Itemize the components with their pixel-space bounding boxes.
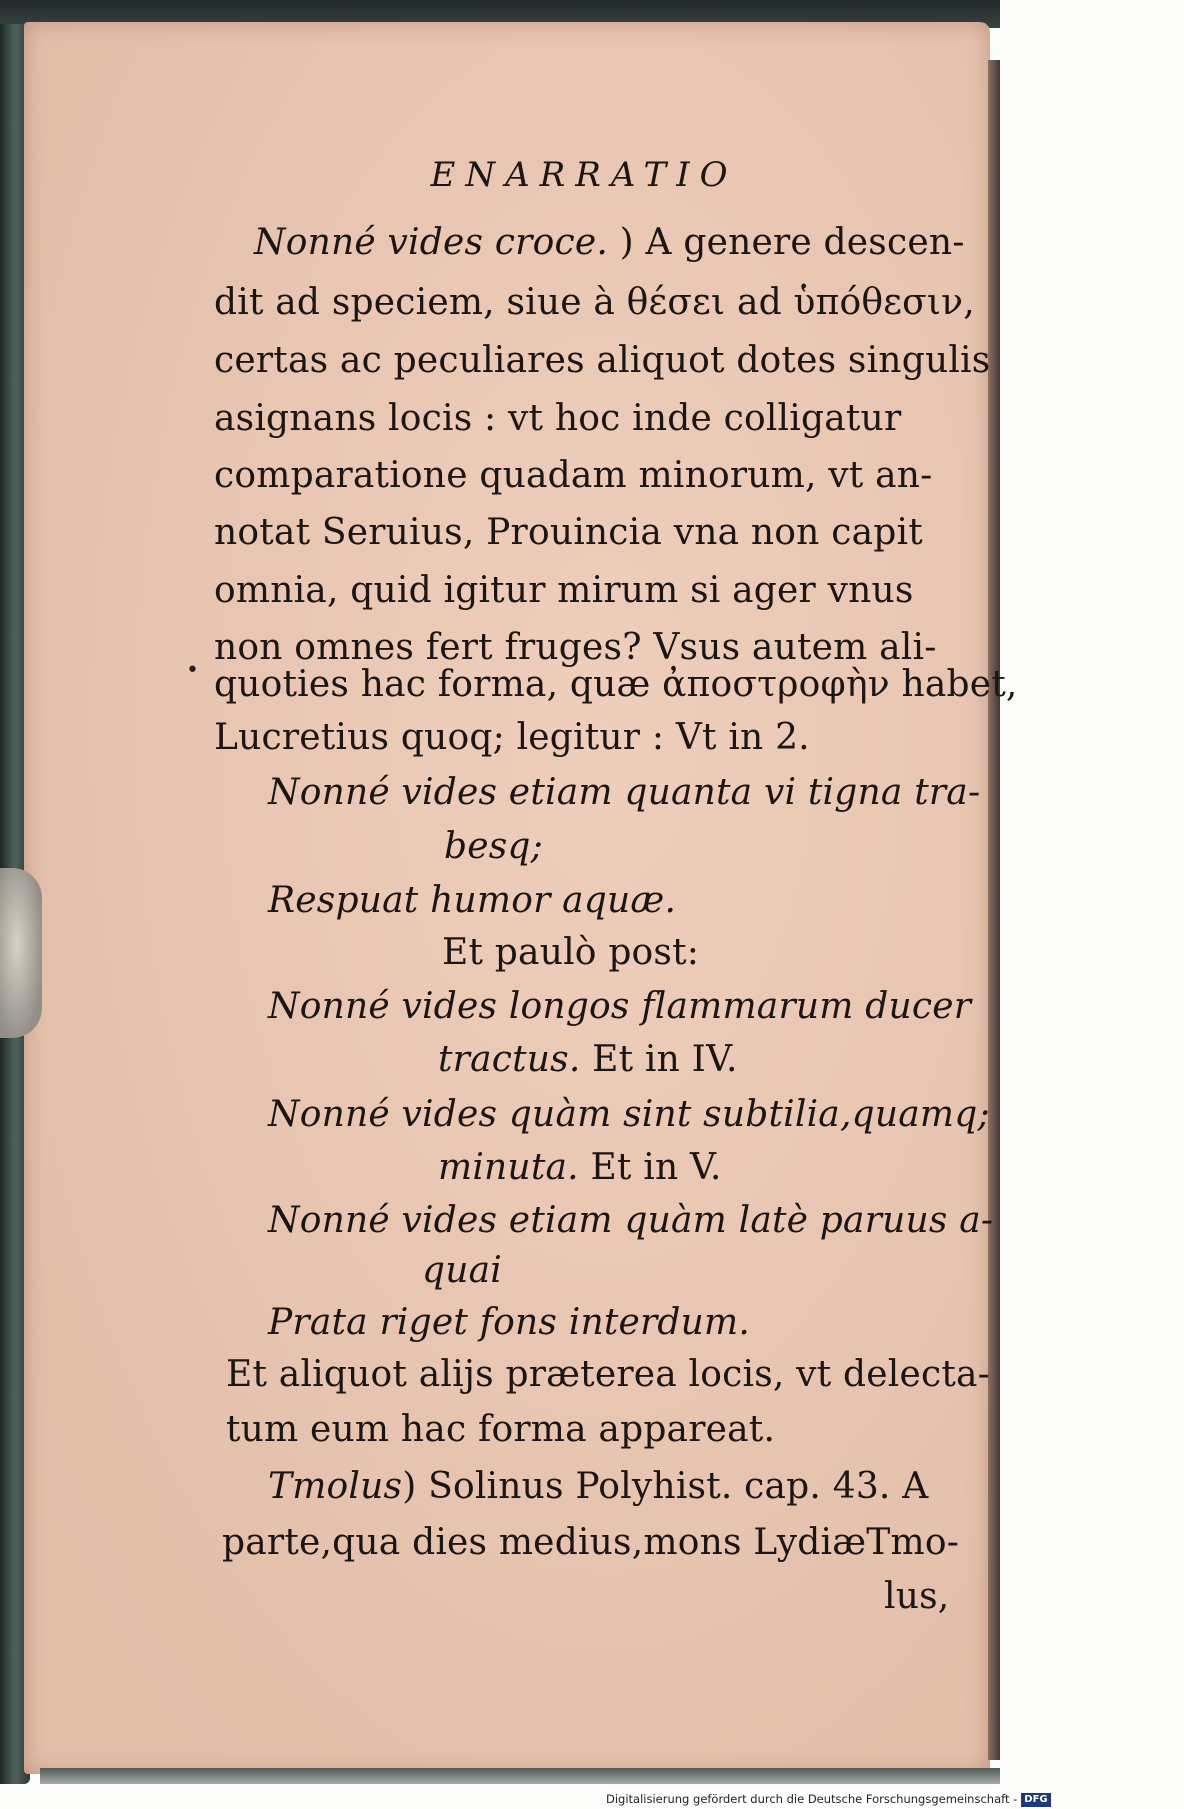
text-line-11: Et paulò post:: [442, 932, 700, 973]
text-line-1-italic: Nonné vides croce.: [254, 222, 620, 263]
verse-line-5: [438, 1035, 1178, 1085]
text-line-14-roman: ) Solinus Polyhist. cap. 43. A: [402, 1466, 929, 1507]
running-head: ENARRATIO: [430, 155, 738, 195]
margin-mark: •: [186, 658, 199, 683]
verse-line-7-roman: Et in V.: [578, 1147, 722, 1188]
text-line-1: [254, 218, 994, 268]
funding-footer-text: Digitalisierung gefördert durch die Deutsche Forschungsgemeinschaft -: [606, 1792, 1018, 1806]
funding-footer: [606, 1789, 1048, 1809]
verse-line-7-italic: minuta.: [438, 1147, 579, 1188]
text-line-10: Lucretius quoq; legitur : Vt in 2.: [214, 717, 810, 758]
text-line-5: comparatione quadam minorum, vt an-: [214, 455, 933, 496]
verse-line-9: quai: [422, 1250, 503, 1291]
verse-line-1: Nonné vides etiam quanta vi tigna tra-: [268, 772, 981, 813]
verse-line-8: Nonné vides etiam quàm latè paruus a-: [268, 1200, 994, 1241]
text-line-7: omnia, quid igitur mirum si ager vnus: [214, 570, 914, 611]
text-line-4: asignans locis : vt hoc inde colligatur: [214, 398, 902, 439]
verse-line-5-italic: tractus.: [438, 1039, 581, 1080]
verse-line-7: [438, 1143, 1178, 1193]
text-line-6: notat Seruius, Prouincia vna non capit: [214, 512, 923, 553]
text-line-8: non omnes fert fruges? Vsus autem ali-: [214, 627, 937, 668]
text-line-3: certas ac peculiares aliquot dotes singulis: [214, 340, 991, 381]
catchword: lus,: [884, 1576, 950, 1617]
verse-line-4: Nonné vides longos flammarum ducer: [268, 986, 972, 1027]
text-line-14-italic: Tmolus: [268, 1466, 403, 1507]
verse-line-5-roman: Et in IV.: [580, 1039, 738, 1080]
verse-line-2: besq;: [444, 826, 543, 867]
text-line-12: Et aliquot alijs præterea locis, vt delecta-: [226, 1354, 991, 1395]
text-line-2: dit ad speciem, siue à θέσει ad ὑπόθεσιν,: [214, 282, 975, 323]
verse-line-10: Prata riget fons interdum.: [268, 1302, 751, 1343]
text-line-1-roman: ) A genere descen-: [619, 222, 965, 263]
dfg-logo: DFG: [1021, 1793, 1050, 1807]
text-line-15: parte,qua dies medius,mons LydiæTmo-: [222, 1522, 960, 1563]
text-line-9: quoties hac forma, quæ ἀποστροφὴν habet,: [214, 664, 1018, 705]
text-line-14: [268, 1462, 1008, 1512]
verse-line-3: Respuat humor aquæ.: [268, 880, 677, 921]
verse-line-6: Nonné vides quàm sint subtilia,quamq;: [268, 1094, 990, 1135]
text-line-13: tum eum hac forma appareat.: [226, 1409, 776, 1450]
